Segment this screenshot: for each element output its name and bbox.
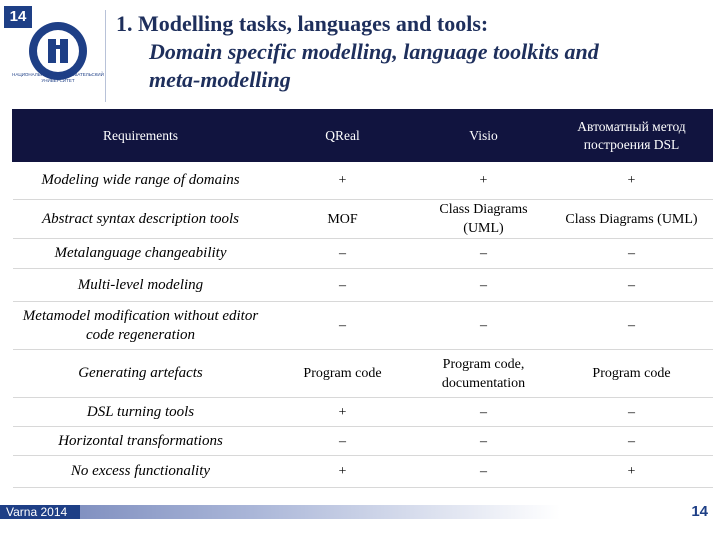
visio-cell: – bbox=[417, 398, 551, 427]
table-row bbox=[13, 162, 713, 200]
table-row bbox=[13, 200, 713, 239]
slide-number-bottom: 14 bbox=[691, 503, 708, 520]
table-row bbox=[13, 269, 713, 302]
footer-label: Varna 2014 bbox=[6, 505, 68, 519]
qreal-cell: + bbox=[269, 456, 417, 488]
slide-header bbox=[0, 0, 720, 108]
visio-cell: – bbox=[417, 302, 551, 350]
requirement-cell: Multi-level modeling bbox=[13, 269, 269, 302]
visio-cell: – bbox=[417, 427, 551, 456]
hse-logo-icon bbox=[14, 8, 102, 100]
automata-cell: – bbox=[551, 398, 713, 427]
automata-cell: – bbox=[551, 302, 713, 350]
qreal-cell: – bbox=[269, 269, 417, 302]
title-line-1: 1. Modelling tasks, languages and tools: bbox=[116, 11, 489, 36]
table-row bbox=[13, 302, 713, 350]
table-header-row bbox=[13, 110, 713, 162]
logo-caption: НАЦИОНАЛЬНЫЙ ИССЛЕДОВАТЕЛЬСКИЙ УНИВЕРСИТЕТ bbox=[12, 72, 104, 83]
automata-cell: – bbox=[551, 427, 713, 456]
requirement-cell: Metalanguage changeability bbox=[13, 239, 269, 269]
automata-cell: Class Diagrams (UML) bbox=[551, 200, 713, 239]
header-automata-dsl: Автоматный метод построения DSL bbox=[551, 110, 713, 162]
title-line-2: Domain specific modelling, language toolkits and bbox=[149, 39, 599, 64]
footer-gradient-bar bbox=[0, 505, 560, 519]
slide-number-top: 14 bbox=[4, 6, 32, 28]
automata-cell: Program code bbox=[551, 350, 713, 398]
requirement-cell: No excess functionality bbox=[13, 456, 269, 488]
visio-cell: – bbox=[417, 269, 551, 302]
requirement-cell: Generating artefacts bbox=[13, 350, 269, 398]
automata-cell: – bbox=[551, 269, 713, 302]
requirement-cell: Horizontal transformations bbox=[13, 427, 269, 456]
visio-cell: – bbox=[417, 456, 551, 488]
qreal-cell: – bbox=[269, 302, 417, 350]
automata-cell: – bbox=[551, 239, 713, 269]
qreal-cell: + bbox=[269, 162, 417, 200]
title-line-3: meta-modelling bbox=[149, 67, 291, 92]
requirement-cell: DSL turning tools bbox=[13, 398, 269, 427]
automata-cell: + bbox=[551, 456, 713, 488]
requirement-cell: Modeling wide range of domains bbox=[13, 162, 269, 200]
qreal-cell: – bbox=[269, 427, 417, 456]
table-row bbox=[13, 239, 713, 269]
table-row bbox=[13, 398, 713, 427]
table-row bbox=[13, 427, 713, 456]
table-row bbox=[13, 350, 713, 398]
qreal-cell: Program code bbox=[269, 350, 417, 398]
header-visio: Visio bbox=[417, 110, 551, 162]
requirements-table bbox=[12, 109, 713, 488]
visio-cell: Class Diagrams (UML) bbox=[417, 200, 551, 239]
qreal-cell: MOF bbox=[269, 200, 417, 239]
requirement-cell: Abstract syntax description tools bbox=[13, 200, 269, 239]
visio-cell: Program code, documentation bbox=[417, 350, 551, 398]
requirement-cell: Metamodel modification without editor code regeneration bbox=[13, 302, 269, 350]
slide-title bbox=[116, 10, 716, 94]
automata-cell: + bbox=[551, 162, 713, 200]
header-qreal: QReal bbox=[269, 110, 417, 162]
table-row bbox=[13, 456, 713, 488]
header-divider bbox=[105, 10, 106, 102]
qreal-cell: + bbox=[269, 398, 417, 427]
header-requirements: Requirements bbox=[13, 110, 269, 162]
visio-cell: + bbox=[417, 162, 551, 200]
visio-cell: – bbox=[417, 239, 551, 269]
qreal-cell: – bbox=[269, 239, 417, 269]
